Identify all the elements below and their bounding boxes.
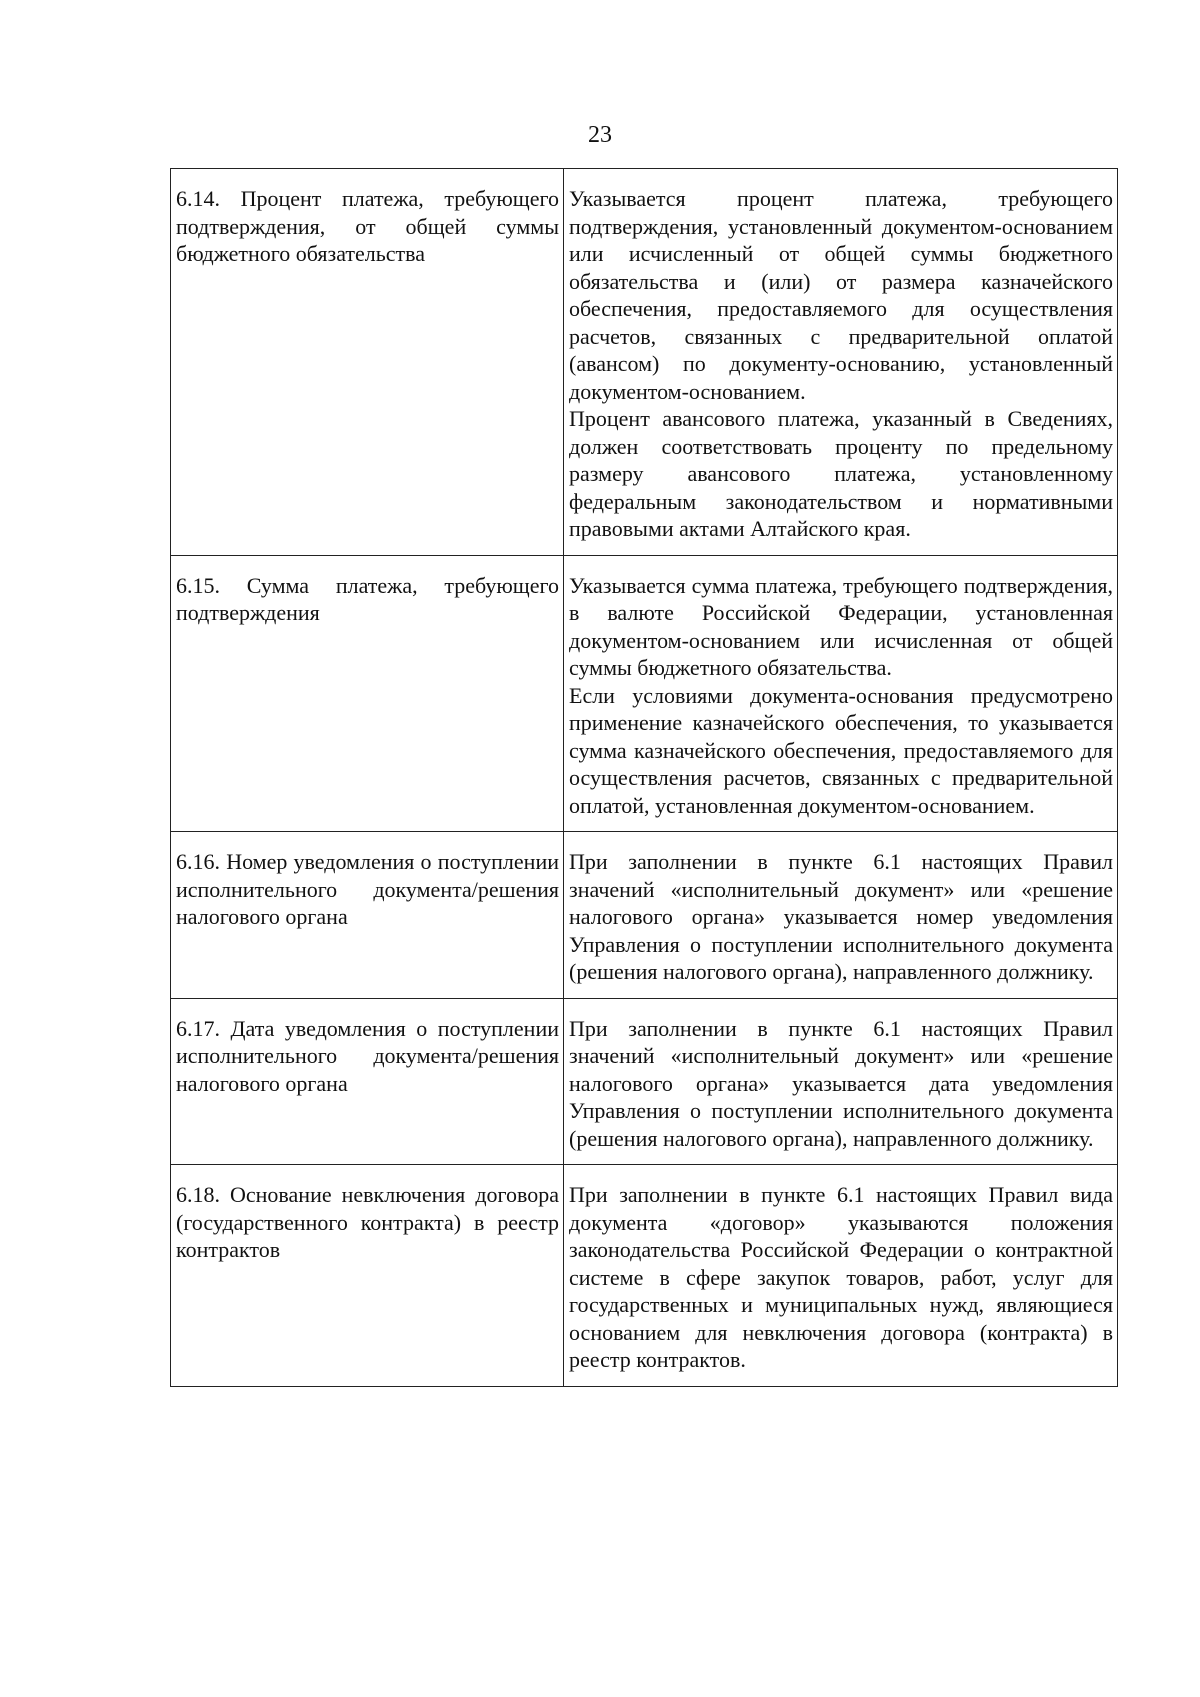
- page-number: 23: [588, 122, 612, 148]
- field-name-cell: 6.16. Номер уведомления о поступлении исполнительного документа/решения налогового органа: [171, 832, 564, 999]
- field-name-cell: 6.15. Сумма платежа, требующего подтверждения: [171, 555, 564, 832]
- table-row: [171, 832, 1118, 999]
- field-name-cell: 6.18. Основание невключения договора (государственного контракта) в реестр контрактов: [171, 1165, 564, 1387]
- description-cell: [564, 555, 1118, 832]
- table-row: [171, 1165, 1118, 1387]
- table-row: [171, 169, 1118, 556]
- field-name-cell: 6.14. Процент платежа, требующего подтверждения, от общей суммы бюджетного обязательства: [171, 169, 564, 556]
- description-paragraph: Процент авансового платежа, указанный в Сведениях, должен соответствовать проценту по предельному размеру авансового платежа, установленному федеральным законодательством и нормативными правовыми актами Алтайского края.: [569, 406, 1113, 541]
- description-cell: [564, 169, 1118, 556]
- description-paragraph: Указывается процент платежа, требующего подтверждения, установленный документом-основанием или исчисленный от общей суммы бюджетного обязательства и (или) от размера казначейского обеспечения, предоставляемого для осуществления расчетов, связанных с предварительной оплатой (авансом) по документу-основанию, установленный документом-основанием.: [569, 186, 1113, 404]
- description-paragraph: При заполнении в пункте 6.1 настоящих Правил значений «исполнительный документ» или «решение налогового органа» указывается дата уведомления Управления о поступлении исполнительного документа (решения налогового органа), направленного должнику.: [569, 1015, 1113, 1151]
- description-paragraph: При заполнении в пункте 6.1 настоящих Правил вида документа «договор» указываются положения законодательства Российской Федерации о контрактной системе в сфере закупок товаров, работ, услуг для государственных и муниципальных нужд, являющиеся основанием для невключения договора (контракта) в реестр контрактов.: [569, 1182, 1113, 1372]
- rules-table: [170, 168, 1118, 1387]
- description-paragraph: Указывается сумма платежа, требующего подтверждения, в валюте Российской Федерации, установленная документом-основанием или исчисленная от общей суммы бюджетного обязательства.: [569, 572, 1113, 680]
- table-row: [171, 998, 1118, 1165]
- description-paragraph: При заполнении в пункте 6.1 настоящих Правил значений «исполнительный документ» или «решение налогового органа» указывается номер уведомления Управления о поступлении исполнительного документа (решения налогового органа), направленного должнику.: [569, 849, 1113, 984]
- description-cell: [564, 832, 1118, 999]
- description-cell: [564, 1165, 1118, 1387]
- field-name-cell: 6.17. Дата уведомления о поступлении исполнительного документа/решения налогового органа: [171, 998, 564, 1165]
- table-row: [171, 555, 1118, 832]
- description-paragraph: Если условиями документа-основания предусмотрено применение казначейского обеспечения, то указывается сумма казначейского обеспечения, предоставляемого для осуществления расчетов, связанных с предварительной оплатой, установленная документом-основанием.: [569, 682, 1113, 818]
- description-cell: [564, 998, 1118, 1165]
